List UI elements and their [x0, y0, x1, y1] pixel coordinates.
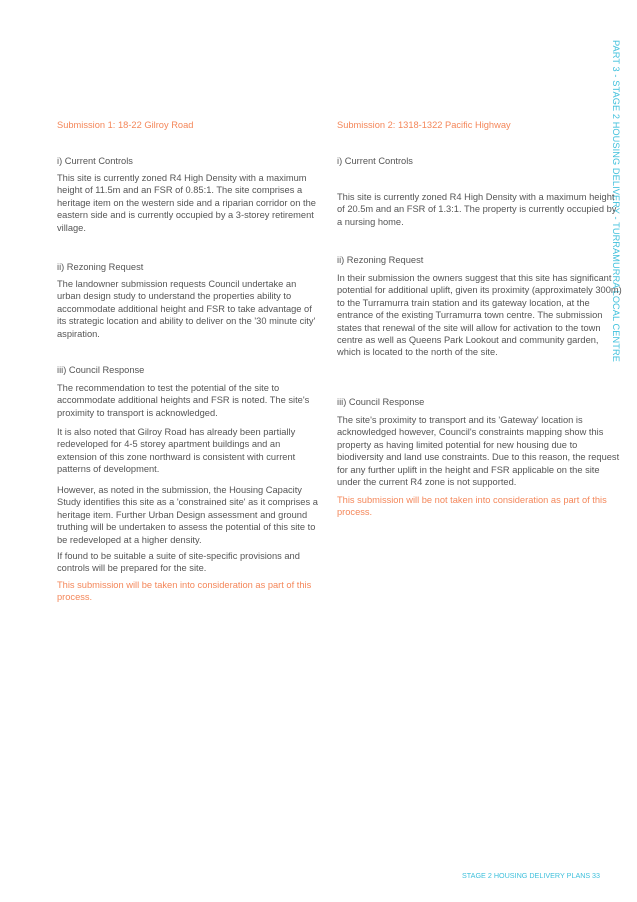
submission-2-outcome: This submission will be not taken into consideration as part of this process. — [337, 495, 607, 518]
submission-2-rezoning-heading: ii) Rezoning Request — [337, 255, 424, 265]
submission-2-response-heading: iii) Council Response — [337, 397, 425, 407]
submission-1-current-controls-text: This site is currently zoned R4 High Density with a maximum height of 11.5m and an FSR of 0.85:1. The site comprises a heritage item on the western side and a riparian corridor on the eastern side and is currently occupied by a 3-storey retirement village. — [57, 173, 316, 233]
submission-1-title: Submission 1: 18-22 Gilroy Road — [57, 120, 194, 130]
submission-1-outcome: This submission will be taken into consideration as part of this process. — [57, 580, 312, 603]
submission-2-response-text: The site's proximity to transport and its 'Gateway' location is acknowledged however, Council's constraints mapping show this property as having limited potential for new housing due to biodiversity and land use constraints. Due to this reason, the request for any further uplift in the height and FSR applicable on the site under the current R4 zone is not supported. — [337, 415, 620, 488]
submission-1-response-heading: iii) Council Response — [57, 365, 145, 375]
footer-title: STAGE 2 HOUSING DELIVERY PLANS — [462, 871, 591, 880]
submission-1-rezoning-text: The landowner submission requests Council undertake an urban design study to understand the properties ability to accommodate additional height and FSR to take advantage of its strategic location and ability to deliver on the '30 minute city' aspiration. — [57, 279, 316, 339]
submission-1-rezoning-heading: ii) Rezoning Request — [57, 262, 144, 272]
submission-2-title: Submission 2: 1318-1322 Pacific Highway — [337, 120, 511, 130]
submission-1-response-text-3: However, as noted in the submission, the Housing Capacity Study identifies this site as a 'constrained site' as it comprises a heritage item. Further Urban Design assessment and ground truthing will be undertaken to assess the potential of this site to be redeveloped at a higher density. — [57, 485, 318, 545]
submission-1-response-text-4: If found to be suitable a suite of site-specific provisions and controls will be prepared for the site. — [57, 551, 300, 574]
submission-2-current-controls-heading: i) Current Controls — [337, 156, 413, 166]
submission-2-rezoning-text: In their submission the owners suggest that this site has significant potential for additional uplift, given its proximity (approximately 300m) to the Turramurra train station and its gateway location, at the entrance of the existing Turramurra town centre. The submission states that renewal of the site will allow for activation to the town centre as well as Queens Park Lookout and community garden, which is located to the north of the site. — [337, 273, 622, 358]
submission-1-response-text-1: The recommendation to test the potential of the site to accommodate additional heights and FSR is noted. The site's proximity to transport is acknowledged. — [57, 383, 310, 418]
submission-1-current-controls-heading: i) Current Controls — [57, 156, 133, 166]
page-number: 33 — [592, 871, 600, 880]
submission-2-current-controls-text: This site is currently zoned R4 High Density with a maximum height of 20.5m and an FSR of 1.3:1. The property is currently occupied by a nursing home. — [337, 192, 617, 227]
side-header: PART 3 - STAGE 2 HOUSING DELIVERY - TURRAMURRA LOCAL CENTRE — [611, 40, 621, 362]
submission-1-response-text-2: It is also noted that Gilroy Road has already been partially redeveloped for 4-5 storey apartment buildings and an extension of this zone northward is consistent with current patterns of development. — [57, 427, 296, 475]
